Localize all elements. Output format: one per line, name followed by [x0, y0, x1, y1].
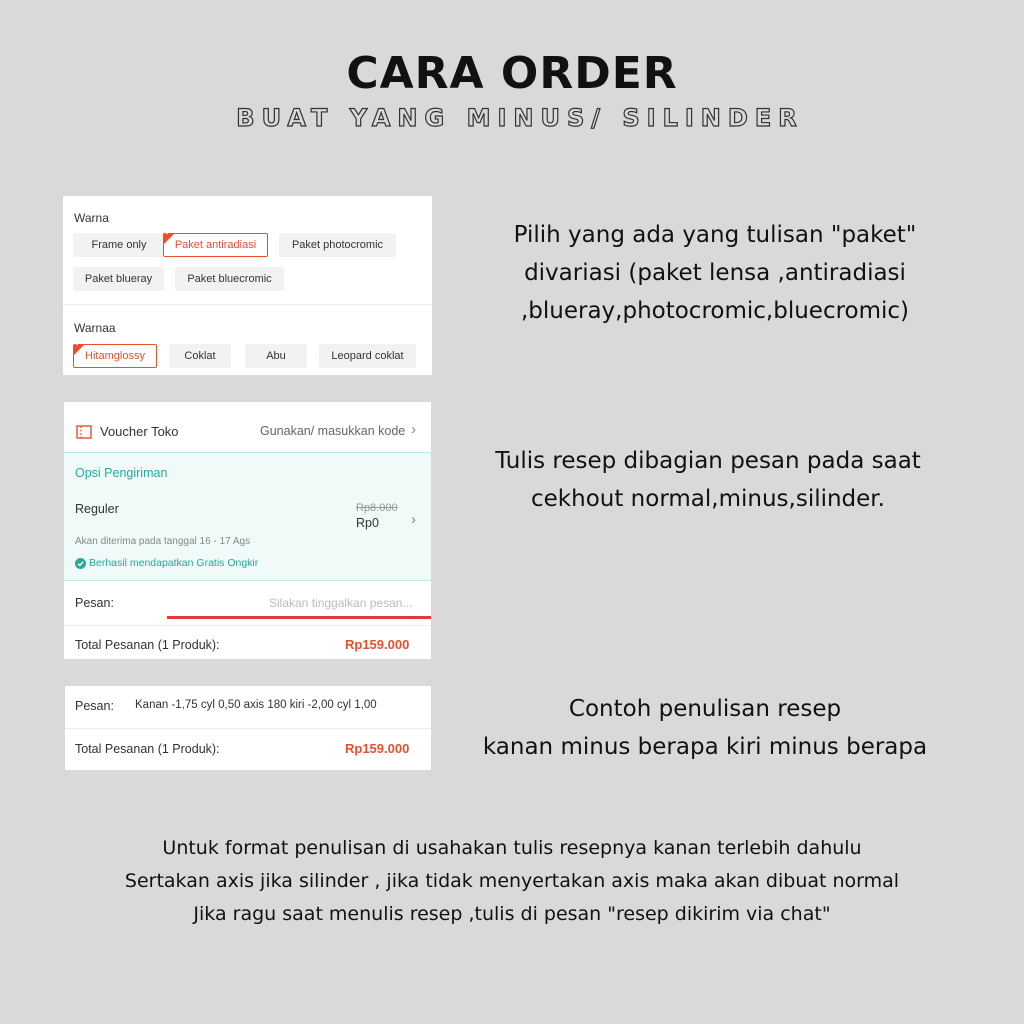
voucher-label: Voucher Toko — [100, 424, 179, 439]
step1-line: ,blueray,photocromic,bluecromic) — [520, 298, 910, 324]
option-paket-bluecromic[interactable]: Paket bluecromic — [175, 267, 284, 291]
total-value: Rp159.000 — [345, 637, 410, 652]
divider — [65, 728, 431, 729]
option-paket-antiradiasi-label: Paket antiradiasi — [174, 239, 257, 251]
option-hitamglossy-label: Hitamglossy — [85, 350, 145, 362]
example-message-label: Pesan: — [75, 699, 114, 713]
shipping-title: Opsi Pengiriman — [75, 466, 168, 480]
option-leopard-coklat[interactable]: Leopard coklat — [319, 344, 416, 368]
total-label: Total Pesanan (1 Produk): — [75, 638, 220, 652]
check-icon: ✓ — [165, 230, 171, 237]
option-paket-photocromic[interactable]: Paket photocromic — [279, 233, 396, 257]
voucher-action[interactable]: Gunakan/ masukkan kode — [260, 424, 406, 438]
message-label: Pesan: — [75, 596, 114, 610]
step1-line: Pilih yang ada yang tulisan "paket" — [513, 222, 917, 248]
example-total-label: Total Pesanan (1 Produk): — [75, 742, 220, 756]
check-circle-icon — [75, 558, 86, 569]
option-abu[interactable]: Abu — [245, 344, 307, 368]
option-paket-antiradiasi[interactable] — [163, 230, 268, 257]
step3-line: kanan minus berapa kiri minus berapa — [482, 734, 928, 760]
warna-label: Warna — [74, 211, 109, 225]
step1-line: divariasi (paket lensa ,antiradiasi — [524, 260, 906, 286]
warnaa-label: Warnaa — [74, 321, 116, 335]
example-message-value[interactable]: Kanan -1,75 cyl 0,50 axis 180 kiri -2,00 cyl 1,00 — [135, 699, 377, 711]
free-shipping-text: Berhasil mendapatkan Gratis Ongkir — [89, 557, 259, 569]
step2-description — [453, 442, 963, 518]
footer-line: Sertakan axis jika silinder , jika tidak menyertakan axis maka akan dibuat normal — [124, 870, 900, 892]
footer-line: Jika ragu saat menulis resep ,tulis di pesan "resep dikirim via chat" — [193, 903, 831, 925]
example-panel — [65, 686, 431, 770]
page-title: CARA ORDER — [346, 48, 678, 99]
highlight-underline — [167, 616, 431, 619]
chevron-right-icon: › — [411, 421, 416, 438]
footer-notes — [0, 832, 1024, 931]
step1-description — [460, 216, 970, 330]
step3-line: Contoh penulisan resep — [568, 696, 842, 722]
check-icon: ✓ — [75, 341, 81, 348]
step2-line: Tulis resep dibagian pesan pada saat — [495, 448, 921, 474]
page-subtitle: BUAT YANG MINUS/ SILINDER — [236, 104, 804, 132]
voucher-icon — [76, 425, 92, 439]
message-input[interactable]: Silakan tinggalkan pesan... — [269, 596, 413, 610]
step3-description — [450, 690, 960, 766]
delivery-date: Akan diterima pada tanggal 16 - 17 Ags — [75, 536, 251, 547]
divider — [64, 625, 431, 626]
divider — [63, 304, 432, 305]
option-hitamglossy[interactable] — [73, 341, 157, 368]
shipping-method: Reguler — [75, 502, 119, 516]
shipping-option-box[interactable] — [64, 452, 431, 581]
checkout-panel — [64, 402, 431, 659]
example-total-value: Rp159.000 — [345, 741, 410, 756]
step2-line: cekhout normal,minus,silinder. — [531, 486, 885, 512]
footer-line: Untuk format penulisan di usahakan tulis resepnya kanan terlebih dahulu — [162, 837, 862, 859]
option-paket-blueray[interactable]: Paket blueray — [73, 267, 164, 291]
option-coklat[interactable]: Coklat — [169, 344, 231, 368]
option-frame-only[interactable]: Frame only — [73, 233, 165, 257]
old-shipping-price: Rp8.000 — [356, 502, 398, 514]
new-shipping-price: Rp0 — [356, 516, 379, 530]
chevron-right-icon: › — [411, 511, 416, 528]
variant-selection-panel — [63, 196, 432, 375]
